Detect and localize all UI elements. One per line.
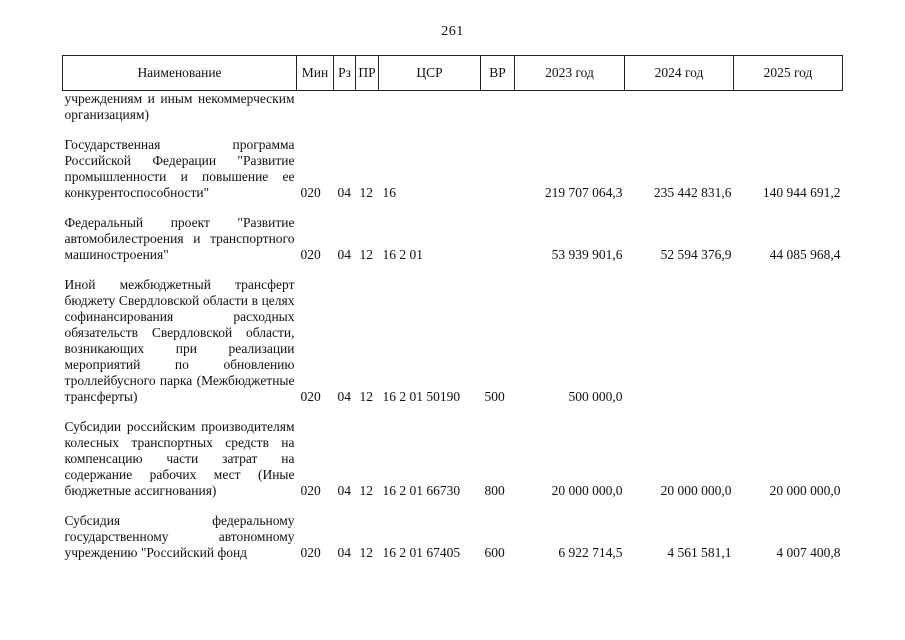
row-name: Субсидии российским производителям колесных транспортных средств на компенсацию части затрат на содержание рабочих мест (Иные бюджетные ассигнования) bbox=[64, 419, 295, 498]
row-vr: 500 bbox=[484, 389, 505, 404]
row-2023: 500 000,0 bbox=[568, 389, 623, 404]
row-vr bbox=[481, 137, 515, 201]
row-rz: 04 bbox=[337, 545, 351, 560]
table-row bbox=[63, 419, 843, 499]
row-name: Иной межбюджетный трансферт бюджету Свердловской области в целях софинансирования расходных обязательств Свердловской области, возникающих при реализации мероприятий по обновлению троллейбусного парка (Межбюджетные трансферты) bbox=[64, 277, 295, 404]
row-2024: 52 594 376,9 bbox=[660, 247, 732, 262]
row-vr: 600 bbox=[484, 545, 505, 560]
budget-table bbox=[62, 55, 843, 561]
row-2024 bbox=[625, 277, 734, 405]
header-2024: 2024 год bbox=[625, 56, 734, 91]
row-pr bbox=[356, 91, 379, 124]
row-2025: 20 000 000,0 bbox=[769, 483, 841, 498]
table-row bbox=[63, 137, 843, 201]
row-min: 020 bbox=[300, 483, 321, 498]
header-vr: ВР bbox=[481, 56, 515, 91]
row-vr bbox=[481, 215, 515, 263]
header-csr: ЦСР bbox=[379, 56, 481, 91]
header-pr: ПР bbox=[356, 56, 379, 91]
row-rz: 04 bbox=[337, 247, 351, 262]
row-pr: 12 bbox=[359, 185, 373, 200]
row-2023: 6 922 714,5 bbox=[558, 545, 623, 560]
row-2024: 235 442 831,6 bbox=[653, 185, 732, 200]
row-csr: 16 2 01 bbox=[382, 247, 423, 262]
row-2024 bbox=[625, 91, 734, 124]
table-header bbox=[63, 56, 843, 91]
table-body bbox=[63, 91, 843, 562]
row-min bbox=[297, 91, 334, 124]
row-2024: 4 561 581,1 bbox=[667, 545, 732, 560]
row-2024: 20 000 000,0 bbox=[660, 483, 732, 498]
row-name: учреждениям и иным некоммерческим организациям) bbox=[64, 91, 295, 122]
row-csr: 16 2 01 67405 bbox=[382, 545, 461, 560]
row-2023: 20 000 000,0 bbox=[551, 483, 623, 498]
row-pr: 12 bbox=[359, 545, 373, 560]
row-min: 020 bbox=[300, 389, 321, 404]
row-pr: 12 bbox=[359, 247, 373, 262]
row-min: 020 bbox=[300, 247, 321, 262]
row-name: Субсидия федеральному государственному автономному учреждению "Российский фонд bbox=[64, 513, 295, 560]
row-2023: 53 939 901,6 bbox=[551, 247, 623, 262]
row-rz bbox=[334, 91, 356, 124]
row-csr: 16 2 01 66730 bbox=[382, 483, 461, 498]
row-csr: 16 2 01 50190 bbox=[382, 389, 461, 404]
row-name: Федеральный проект "Развитие автомобилестроения и транспортного машиностроения" bbox=[64, 215, 295, 262]
row-rz: 04 bbox=[337, 185, 351, 200]
row-vr: 800 bbox=[484, 483, 505, 498]
row-min: 020 bbox=[300, 185, 321, 200]
row-pr: 12 bbox=[359, 483, 373, 498]
header-name: Наименование bbox=[63, 56, 297, 91]
row-name: Государственная программа Российской Федерации "Развитие промышленности и повышение ее конкурентоспособности" bbox=[64, 137, 295, 200]
row-2025: 4 007 400,8 bbox=[776, 545, 841, 560]
row-csr bbox=[379, 91, 481, 124]
row-2023 bbox=[515, 91, 625, 124]
row-2025: 44 085 968,4 bbox=[769, 247, 841, 262]
header-2023: 2023 год bbox=[515, 56, 625, 91]
row-pr: 12 bbox=[359, 389, 373, 404]
table-row bbox=[63, 277, 843, 405]
row-min: 020 bbox=[300, 545, 321, 560]
row-vr bbox=[481, 91, 515, 124]
header-rz: Рз bbox=[334, 56, 356, 91]
table-row bbox=[63, 513, 843, 561]
row-rz: 04 bbox=[337, 483, 351, 498]
page-number: 261 bbox=[441, 24, 464, 39]
row-2025 bbox=[734, 277, 843, 405]
table-row bbox=[63, 91, 843, 124]
header-2025: 2025 год bbox=[734, 56, 843, 91]
row-2025 bbox=[734, 91, 843, 124]
row-rz: 04 bbox=[337, 389, 351, 404]
header-min: Мин bbox=[297, 56, 334, 91]
row-2025: 140 944 691,2 bbox=[762, 185, 841, 200]
row-2023: 219 707 064,3 bbox=[544, 185, 623, 200]
table-row bbox=[63, 215, 843, 263]
row-csr: 16 bbox=[382, 185, 396, 200]
